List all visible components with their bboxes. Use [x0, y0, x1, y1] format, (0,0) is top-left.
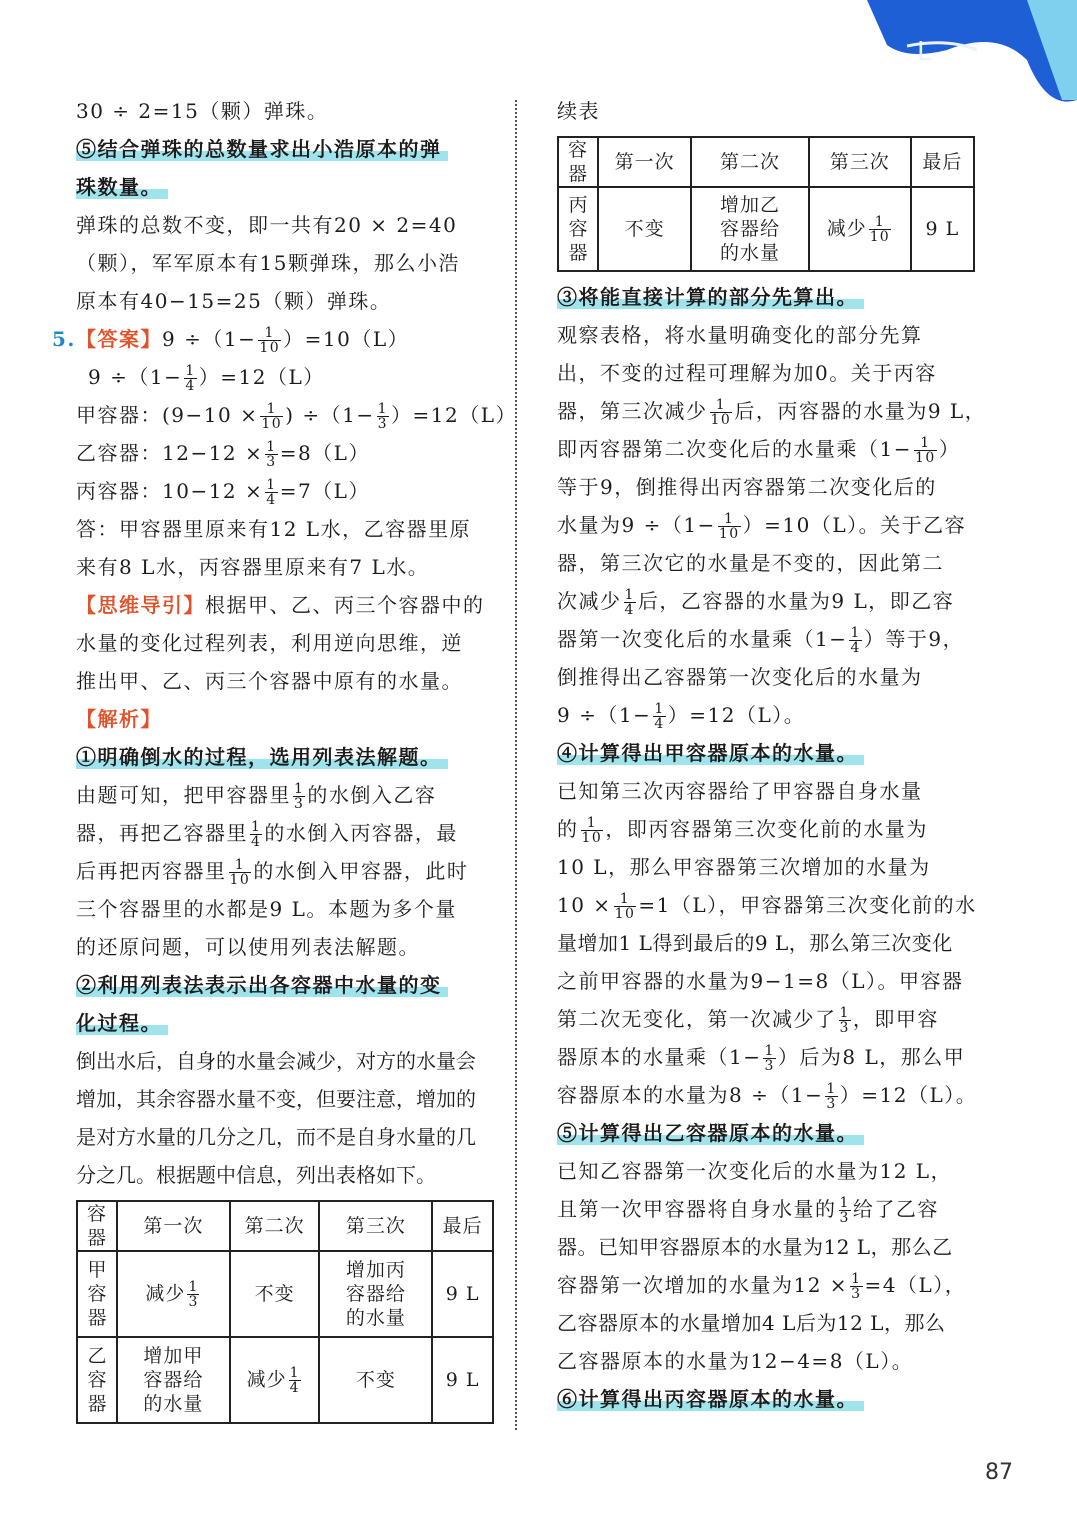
guide-line: 【思维导引】根据甲、乙、丙三个容器中的 [76, 593, 485, 617]
fraction: $\frac{1}{10}$ [869, 213, 890, 245]
analysis-tag: 【解析】 [76, 707, 162, 731]
text-line: 器。已知甲容器原本的水量为12 L，那么乙 [557, 1235, 953, 1259]
text-line: 10 × $\frac{1}{10}$ =1（L），甲容器第三次变化前的水 [557, 891, 977, 922]
answer-tag: 【答案】 [76, 327, 162, 351]
text-line: 器，再把乙容器里 $\frac{1}{4}$ 的水倒入丙容器，最 [76, 819, 458, 850]
step-heading: ②利用列表法表示出各容器中水量的变 [76, 966, 496, 1004]
table-header-row: 容器 第一次 第二次 第三次 最后 [558, 137, 974, 187]
continued-table-label: 续表 [557, 99, 600, 123]
fraction: $\frac{1}{3}$ [764, 1043, 775, 1074]
text-line: 是对方水量的几分之几，而不是自身水量的几 [76, 1125, 476, 1149]
text-line: 已知第三次丙容器给了甲容器自身水量 [557, 779, 923, 803]
step-heading: ③将能直接计算的部分先算出。 [557, 278, 975, 316]
text-line: 答：甲容器里原来有12 L水，乙容器里原 [76, 517, 472, 541]
right-column [557, 92, 987, 1418]
step-heading: ①明确倒水的过程，选用列表法解题。 [76, 738, 496, 776]
text-line: 的 $\frac{1}{10}$ ，即丙容器第三次变化前的水量为 [557, 815, 928, 846]
fraction: $\frac{1}{4}$ [654, 701, 665, 732]
question-number: 5. [52, 327, 76, 351]
text-line: 出，不变的过程可理解为加0。关于丙容 [557, 361, 937, 385]
text-line: 次减少 $\frac{1}{4}$ 后，乙容器的水量为9 L，即乙容 [557, 587, 955, 618]
text-line: 来有8 L水，丙容器里原来有7 L水。 [76, 555, 430, 579]
text-line: 三个容器里的水都是9 L。本题为多个量 [76, 897, 457, 921]
fraction: $\frac{1}{10}$ [718, 511, 740, 542]
text-line: 乙容器原本的水量增加4 L后为12 L，那么 [557, 1311, 946, 1335]
text-line: 分之几。根据题中信息，列出表格如下。 [76, 1163, 436, 1187]
text-line: 9 ÷（1− $\frac{1}{4}$ ）=12（L）。 [557, 701, 806, 732]
fraction: $\frac{1}{3}$ [851, 1271, 862, 1302]
equation-line: 乙容器：12−12 × $\frac{1}{3}$ =8（L） [76, 439, 370, 470]
text-line: 已知乙容器第一次变化后的水量为12 L， [557, 1159, 953, 1183]
fraction: $\frac{1}{4}$ [289, 1364, 300, 1396]
fraction: $\frac{1}{10}$ [581, 815, 603, 846]
step-heading: ⑥计算得出丙容器原本的水量。 [557, 1380, 975, 1418]
fraction: $\frac{1}{10}$ [229, 857, 251, 888]
text-line: 器，第三次它的水量是不变的，因此第二 [557, 551, 944, 575]
fraction: $\frac{1}{10}$ [259, 325, 281, 356]
equation-line: 丙容器：10−12 × $\frac{1}{4}$ =7（L） [76, 477, 370, 508]
equation-line: 9 ÷（1− $\frac{1}{4}$ ）=12（L） [88, 363, 325, 394]
text-line: 等于9，倒推得出丙容器第二次变化后的 [557, 475, 937, 499]
fraction: $\frac{1}{3}$ [266, 439, 277, 470]
table-header-row: 容器 第一次 第二次 第三次 最后 [77, 1201, 493, 1251]
step-heading: ⑤结合弹珠的总数量求出小浩原本的弹 [76, 130, 496, 168]
text-line: 原本有40−15=25（颗）弹珠。 [76, 289, 392, 313]
text-line: 增加，其余容器水量不变，但要注意，增加的 [76, 1087, 476, 1111]
text-line: 10 L，那么甲容器第三次增加的水量为 [557, 855, 931, 879]
text-line: 容器第一次增加的水量为12 × $\frac{1}{3}$ =4（L）， [557, 1271, 967, 1302]
answer-line: 5. 【答案】9 ÷（1− $\frac{1}{10}$ ）=10（L） [76, 320, 496, 358]
fraction: $\frac{1}{10}$ [914, 435, 936, 466]
text-line: 器第一次变化后的水量乘（1− $\frac{1}{4}$ ）等于9， [557, 625, 965, 656]
svg-text:L: L [917, 37, 932, 67]
step-heading: ④计算得出甲容器原本的水量。 [557, 734, 975, 772]
table-row: 丙容器 不变 增加乙容器给的水量 减少 $\frac{1}{10}$ 9 L [558, 187, 974, 271]
text-line: 的还原问题，可以使用列表法解题。 [76, 935, 420, 959]
equation-line: 甲容器：(9−10 × $\frac{1}{10}$ ) ÷（1− $\frac{1}{3}$ ）=12（L） [76, 401, 518, 432]
fraction: $\frac{1}{3}$ [839, 1195, 850, 1226]
text-line: 即丙容器第二次变化后的水量乘（1− $\frac{1}{10}$ ） [557, 435, 961, 466]
text-line: 推出甲、乙、丙三个容器中原有的水量。 [76, 669, 463, 693]
text-line: 容器原本的水量为8 ÷（1− $\frac{1}{3}$ ）=12（L）。 [557, 1081, 978, 1112]
step-heading: 珠数量。 [76, 168, 496, 206]
fraction: $\frac{1}{10}$ [261, 401, 283, 432]
left-column [52, 92, 518, 1424]
text-line: 水量的变化过程列表，利用逆向思维，逆 [76, 631, 463, 655]
water-table [76, 1200, 494, 1424]
text-line: 弹珠的总数不变，即一共有20 × 2=40 [76, 213, 458, 237]
text-line: 量增加1 L得到最后的9 L，那么第三次变化 [557, 931, 953, 955]
text-line: （颗），军军原本有15颗弹珠，那么小浩 [76, 251, 460, 275]
column-divider [515, 100, 517, 1430]
fraction: $\frac{1}{4}$ [624, 587, 635, 618]
step-heading: ⑤计算得出乙容器原本的水量。 [557, 1114, 975, 1152]
page-number: 87 [985, 1460, 1013, 1485]
text-line: 由题可知，把甲容器里 $\frac{1}{3}$ 的水倒入乙容 [76, 781, 437, 812]
text-line: 且第一次甲容器将自身水量的 $\frac{1}{3}$ 给了乙容 [557, 1195, 939, 1226]
text-line: 之前甲容器的水量为9−1=8（L）。甲容器 [557, 969, 964, 993]
table-row: 乙容器 增加甲容器给的水量 减少 $\frac{1}{4}$ 不变 9 L [77, 1337, 493, 1423]
fraction: $\frac{1}{10}$ [614, 891, 636, 922]
text-line: 倒推得出乙容器第一次变化后的水量为 [557, 665, 923, 689]
text-line: 乙容器原本的水量为12−4=8（L）。 [557, 1349, 914, 1373]
water-table-continued [557, 136, 975, 272]
text-line: 观察表格，将水量明确变化的部分先算 [557, 323, 923, 347]
text-line: 器，第三次减少 $\frac{1}{10}$ 后，丙容器的水量为9 L， [557, 397, 987, 428]
fraction: $\frac{1}{10}$ [710, 397, 732, 428]
fraction: $\frac{1}{3}$ [377, 401, 389, 432]
table-row: 甲容器 减少 $\frac{1}{3}$ 不变 增加丙容器给的水量 9 L [77, 1251, 493, 1337]
guide-tag: 【思维导引】 [76, 593, 205, 617]
fraction: $\frac{1}{4}$ [185, 363, 196, 394]
text-line: 后再把丙容器里 $\frac{1}{10}$ 的水倒入甲容器，此时 [76, 857, 469, 888]
text-line: 倒出水后，自身的水量会减少，对方的水量会 [76, 1049, 476, 1073]
text-line: 水量为9 ÷（1− $\frac{1}{10}$ ）=10（L）。关于乙容 [557, 511, 967, 542]
text-line: 器原本的水量乘（1− $\frac{1}{3}$ ）后为8 L，那么甲 [557, 1043, 966, 1074]
step-heading: 化过程。 [76, 1004, 496, 1042]
fraction: $\frac{1}{3}$ [826, 1081, 837, 1112]
fraction: $\frac{1}{4}$ [251, 819, 262, 850]
fraction: $\frac{1}{3}$ [839, 1005, 850, 1036]
text-line: 30 ÷ 2=15（颗）弹珠。 [76, 99, 329, 123]
fraction: $\frac{1}{4}$ [850, 625, 861, 656]
text-line: 第二次无变化，第一次减少了 $\frac{1}{3}$ ，即甲容 [557, 1005, 939, 1036]
fraction: $\frac{1}{4}$ [266, 477, 277, 508]
fraction: $\frac{1}{3}$ [294, 781, 305, 812]
fraction: $\frac{1}{3}$ [188, 1278, 199, 1310]
